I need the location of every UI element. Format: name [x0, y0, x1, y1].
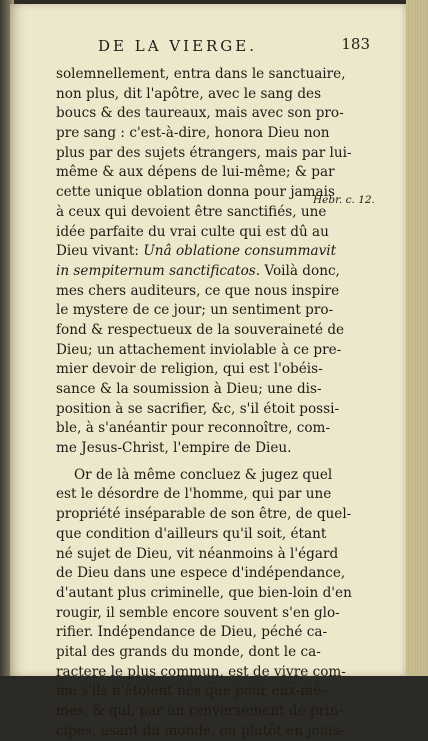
text-line: Or de là même concluez & jugez quel [74, 466, 333, 483]
text-line: que condition d'ailleurs qu'il soit, étant [56, 525, 327, 542]
text-line: Dieu; un attachement inviolable à ce pre- [56, 341, 342, 358]
text-line: mier devoir de religion, qui est l'obéis- [56, 361, 323, 378]
text-line: non plus, dit l'apôtre, avec le sang des [56, 85, 322, 102]
text-line: né sujet de Dieu, vit néanmoins à l'égard [56, 545, 339, 562]
text-line: le mystere de ce jour; un sentiment pro- [56, 302, 334, 319]
text-line: mes, & qui, par un renversement de prin- [56, 703, 343, 719]
marginal-reference: Hebr. c. 12. [313, 194, 375, 206]
text-line: mes chers auditeurs, ce que nous inspire [56, 282, 340, 299]
text-line: pre sang : c'est-à-dire, honora Dieu non [56, 125, 330, 142]
text-line: ble, à s'anéantir pour reconnoître, com- [56, 420, 331, 437]
text-line: fond & respectueux de la souveraineté de [56, 321, 345, 338]
text-line: est le désordre de l'homme, qui par une [56, 486, 332, 503]
text-line: de Dieu dans une espece d'indépendance, [56, 565, 346, 582]
running-head-title: DE LA VIERGE. [98, 37, 258, 55]
running-head [70, 33, 370, 55]
text-line: ractere le plus commun, est de vivre com- [56, 663, 346, 680]
text-line: même & aux dépens de lui-même; & par [56, 164, 335, 181]
text-line: me Jesus-Christ, l'empire de Dieu. [56, 440, 292, 457]
text-line: cette unique oblation donna pour jamais [56, 184, 335, 201]
text-line: boucs & des taureaux, mais avec son pro- [56, 105, 344, 122]
text-line: sance & la soumission à Dieu; une dis- [56, 381, 322, 397]
text-line: idée parfaite du vrai culte qui est dû au [56, 223, 329, 240]
text-line: rifier. Indépendance de Dieu, péché ca- [56, 624, 328, 641]
page-fore-edge [406, 0, 428, 685]
text-line: position à se sacrifier, &c, s'il étoit possi- [56, 400, 340, 417]
text-line: propriété inséparable de son être, de quel- [56, 506, 352, 523]
text-line: à ceux qui devoient être sanctifiés, une [56, 203, 327, 220]
text-line: pital des grands du monde, dont le ca- [56, 643, 321, 660]
text-line: d'autant plus criminelle, que bien-loin d'en [56, 584, 352, 601]
text-line: Dieu vivant: Unâ oblatione consummavit [56, 243, 337, 260]
text-line: in sempiternum sanctificatos. Voilà donc, [56, 262, 340, 279]
text-line: solemnellement, entra dans le sanctuaire, [56, 66, 346, 82]
text-line: me s'ils n'étoient nés que pour eux-mê- [56, 683, 326, 700]
paragraph-2 [56, 466, 352, 741]
text-line: rougir, il semble encore souvent s'en glo- [56, 604, 340, 621]
text-line: plus par des sujets étrangers, mais par lui- [56, 144, 352, 161]
text-line: cipes, usant du monde, ou plutôt en jouis- [56, 722, 345, 739]
page-number: 183 [341, 35, 370, 53]
paragraph-gap [56, 459, 314, 466]
